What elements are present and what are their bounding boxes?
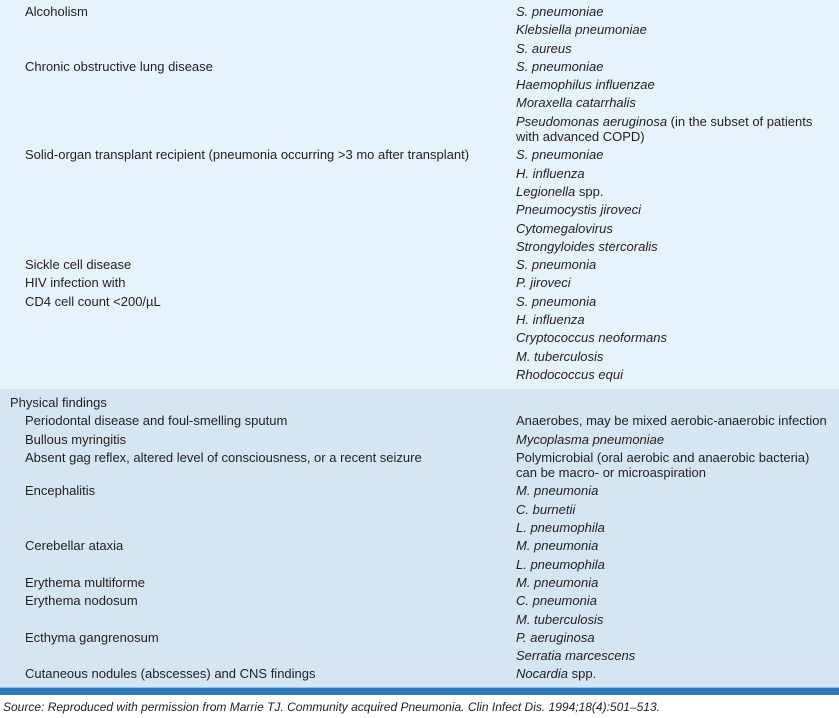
organism-entry	[516, 59, 839, 74]
organism-note: spp.	[575, 183, 604, 199]
table-row	[0, 257, 839, 275]
organism-name: Haemophilus influenzae	[516, 77, 655, 93]
condition-cell	[0, 432, 516, 450]
organism-entry	[516, 166, 839, 181]
table-row	[0, 483, 839, 538]
condition-cell	[0, 575, 516, 593]
organism-name: H. influenza	[516, 312, 585, 328]
condition-text: Encephalitis	[25, 483, 96, 499]
organism-name: H. influenza	[516, 165, 585, 181]
table-row	[0, 538, 839, 575]
table-section-physical-findings	[0, 389, 839, 687]
condition-text: Erythema multiforme	[25, 574, 145, 590]
condition-text: Solid-organ transplant recipient (pneumonia occurring >3 mo after transplant)	[25, 147, 470, 163]
organism-name: Moraxella catarrhalis	[516, 95, 636, 111]
table-row	[0, 450, 839, 484]
organism-name: M. tuberculosis	[516, 611, 604, 627]
organism-note: spp.	[568, 666, 597, 682]
organism-name: P. aeruginosa	[516, 629, 595, 645]
organism-cell	[516, 257, 839, 275]
organism-name: Strongyloides stercoralis	[516, 238, 658, 254]
condition-cell	[0, 59, 516, 77]
table-row	[0, 630, 839, 667]
organism-name: L. pneumophila	[516, 556, 605, 572]
organism-entry	[516, 330, 839, 345]
condition-cell	[0, 450, 516, 468]
condition-cell	[0, 666, 516, 684]
organism-cell	[516, 593, 839, 630]
organism-entry	[516, 202, 839, 217]
organism-name: Pseudomonas aeruginosa	[516, 113, 668, 129]
organism-entry	[516, 432, 839, 447]
organism-name: S. pneumoniae	[516, 4, 604, 19]
condition-text: Cerebellar ataxia	[25, 538, 124, 554]
condition-text: Ecthyma gangrenosum	[25, 629, 159, 645]
organism-entry	[516, 294, 839, 309]
organism-cell	[516, 538, 839, 575]
organism-name: Cryptococcus neoformans	[516, 330, 668, 346]
organism-name: L. pneumophila	[516, 520, 605, 536]
organism-entry	[516, 95, 839, 110]
organism-cell	[516, 666, 839, 684]
condition-cell	[0, 147, 516, 165]
organism-note: Polymicrobial (oral aerobic and anaerobic bacteria)	[516, 449, 810, 465]
condition-text: Periodontal disease and foul-smelling sputum	[25, 413, 288, 429]
organism-name: Mycoplasma pneumoniae	[516, 431, 665, 447]
organism-entry	[516, 538, 839, 553]
condition-text: Bullous myringitis	[25, 431, 127, 447]
table-row	[0, 275, 839, 385]
condition-cell	[0, 257, 516, 275]
organism-note: can be macro- or microaspiration	[516, 465, 707, 481]
organism-entry	[516, 114, 839, 145]
organism-name: Cytomegalovirus	[516, 220, 613, 236]
source-note	[0, 695, 839, 718]
organism-entry	[516, 349, 839, 364]
organism-name: M. pneumonia	[516, 538, 599, 554]
organism-cell	[516, 483, 839, 538]
organism-name: S. pneumonia	[516, 257, 597, 273]
organism-note: (in the subset of patients	[667, 113, 813, 129]
organism-entry	[516, 41, 839, 56]
condition-cell	[0, 483, 516, 501]
organism-entry	[516, 520, 839, 535]
organism-cell	[516, 630, 839, 667]
organism-entry	[516, 593, 839, 608]
organism-entry	[516, 147, 839, 162]
organism-cell	[516, 413, 839, 431]
condition-cell	[0, 593, 516, 611]
organism-name: Rhodococcus equi	[516, 366, 623, 382]
organism-name: S. pneumoniae	[516, 58, 604, 74]
organism-entry	[516, 257, 839, 272]
organism-name: M. pneumonia	[516, 483, 599, 499]
organism-cell	[516, 59, 839, 147]
organism-name: S. pneumoniae	[516, 147, 604, 163]
condition-cell	[0, 630, 516, 648]
organism-name: Serratia marcescens	[516, 648, 636, 664]
condition-text: HIV infection with	[25, 275, 126, 291]
table-row	[0, 59, 839, 147]
organism-name: Pneumocystis jiroveci	[516, 202, 641, 218]
section-header: Physical findings	[10, 395, 107, 410]
organism-entry	[516, 612, 839, 627]
organism-entry	[516, 239, 839, 254]
condition-text: Absent gag reflex, altered level of consciousness, or a recent seizure	[25, 449, 422, 465]
organism-name: S. pneumonia	[516, 293, 597, 309]
table-bottom-rule	[0, 687, 839, 695]
table-row	[0, 4, 839, 59]
organism-name: M. tuberculosis	[516, 348, 604, 364]
organism-note: with advanced COPD)	[516, 129, 645, 145]
organism-entry	[516, 483, 839, 498]
organism-cell	[516, 432, 839, 450]
condition-cell	[0, 275, 516, 312]
condition-cell	[0, 413, 516, 431]
organism-name: Nocardia	[516, 666, 569, 682]
organism-name: Klebsiella pneumoniae	[516, 22, 647, 38]
organism-entry	[516, 450, 839, 481]
table-row	[0, 432, 839, 450]
organism-name: Legionella	[516, 183, 576, 199]
organism-entry	[516, 312, 839, 327]
condition-text: Cutaneous nodules (abscesses) and CNS findings	[25, 666, 316, 682]
organism-name: C. pneumonia	[516, 593, 597, 609]
organism-entry	[516, 666, 839, 681]
organism-entry	[516, 184, 839, 199]
organism-cell	[516, 450, 839, 484]
table-row	[0, 147, 839, 257]
organism-name: P. jiroveci	[516, 275, 571, 291]
table-row	[0, 593, 839, 630]
organism-entry	[516, 502, 839, 517]
source-text: Source: Reproduced with permission from Marrie TJ. Community acquired Pneumonia. Clin Infect Dis. 1994;18(4):501–513.	[3, 699, 660, 714]
table-row	[0, 666, 839, 684]
organism-entry	[516, 275, 839, 290]
condition-text: Sickle cell disease	[25, 257, 132, 273]
organism-entry	[516, 413, 839, 428]
condition-text: CD4 cell count <200/µL	[25, 293, 161, 309]
organism-name: C. burnetii	[516, 501, 576, 517]
organism-entry	[516, 630, 839, 645]
table-row	[0, 575, 839, 593]
condition-cell	[0, 4, 516, 22]
organism-name: S. aureus	[516, 40, 572, 56]
organism-cell	[516, 147, 839, 257]
organism-cell	[516, 275, 839, 385]
condition-text: Chronic obstructive lung disease	[25, 58, 213, 74]
organism-entry	[516, 221, 839, 236]
organism-cell	[516, 575, 839, 593]
organism-entry	[516, 367, 839, 382]
table-row	[0, 413, 839, 431]
condition-text: Erythema nodosum	[25, 593, 138, 609]
organism-entry	[516, 648, 839, 663]
condition-cell	[0, 538, 516, 556]
organism-entry	[516, 22, 839, 37]
organism-entry	[516, 575, 839, 590]
condition-text: Alcoholism	[25, 4, 88, 19]
organism-cell	[516, 4, 839, 59]
organism-entry	[516, 77, 839, 92]
organism-entry	[516, 4, 839, 19]
organism-name: M. pneumonia	[516, 574, 599, 590]
organism-note: Anaerobes, may be mixed aerobic-anaerobic infection	[516, 413, 827, 429]
organism-entry	[516, 557, 839, 572]
